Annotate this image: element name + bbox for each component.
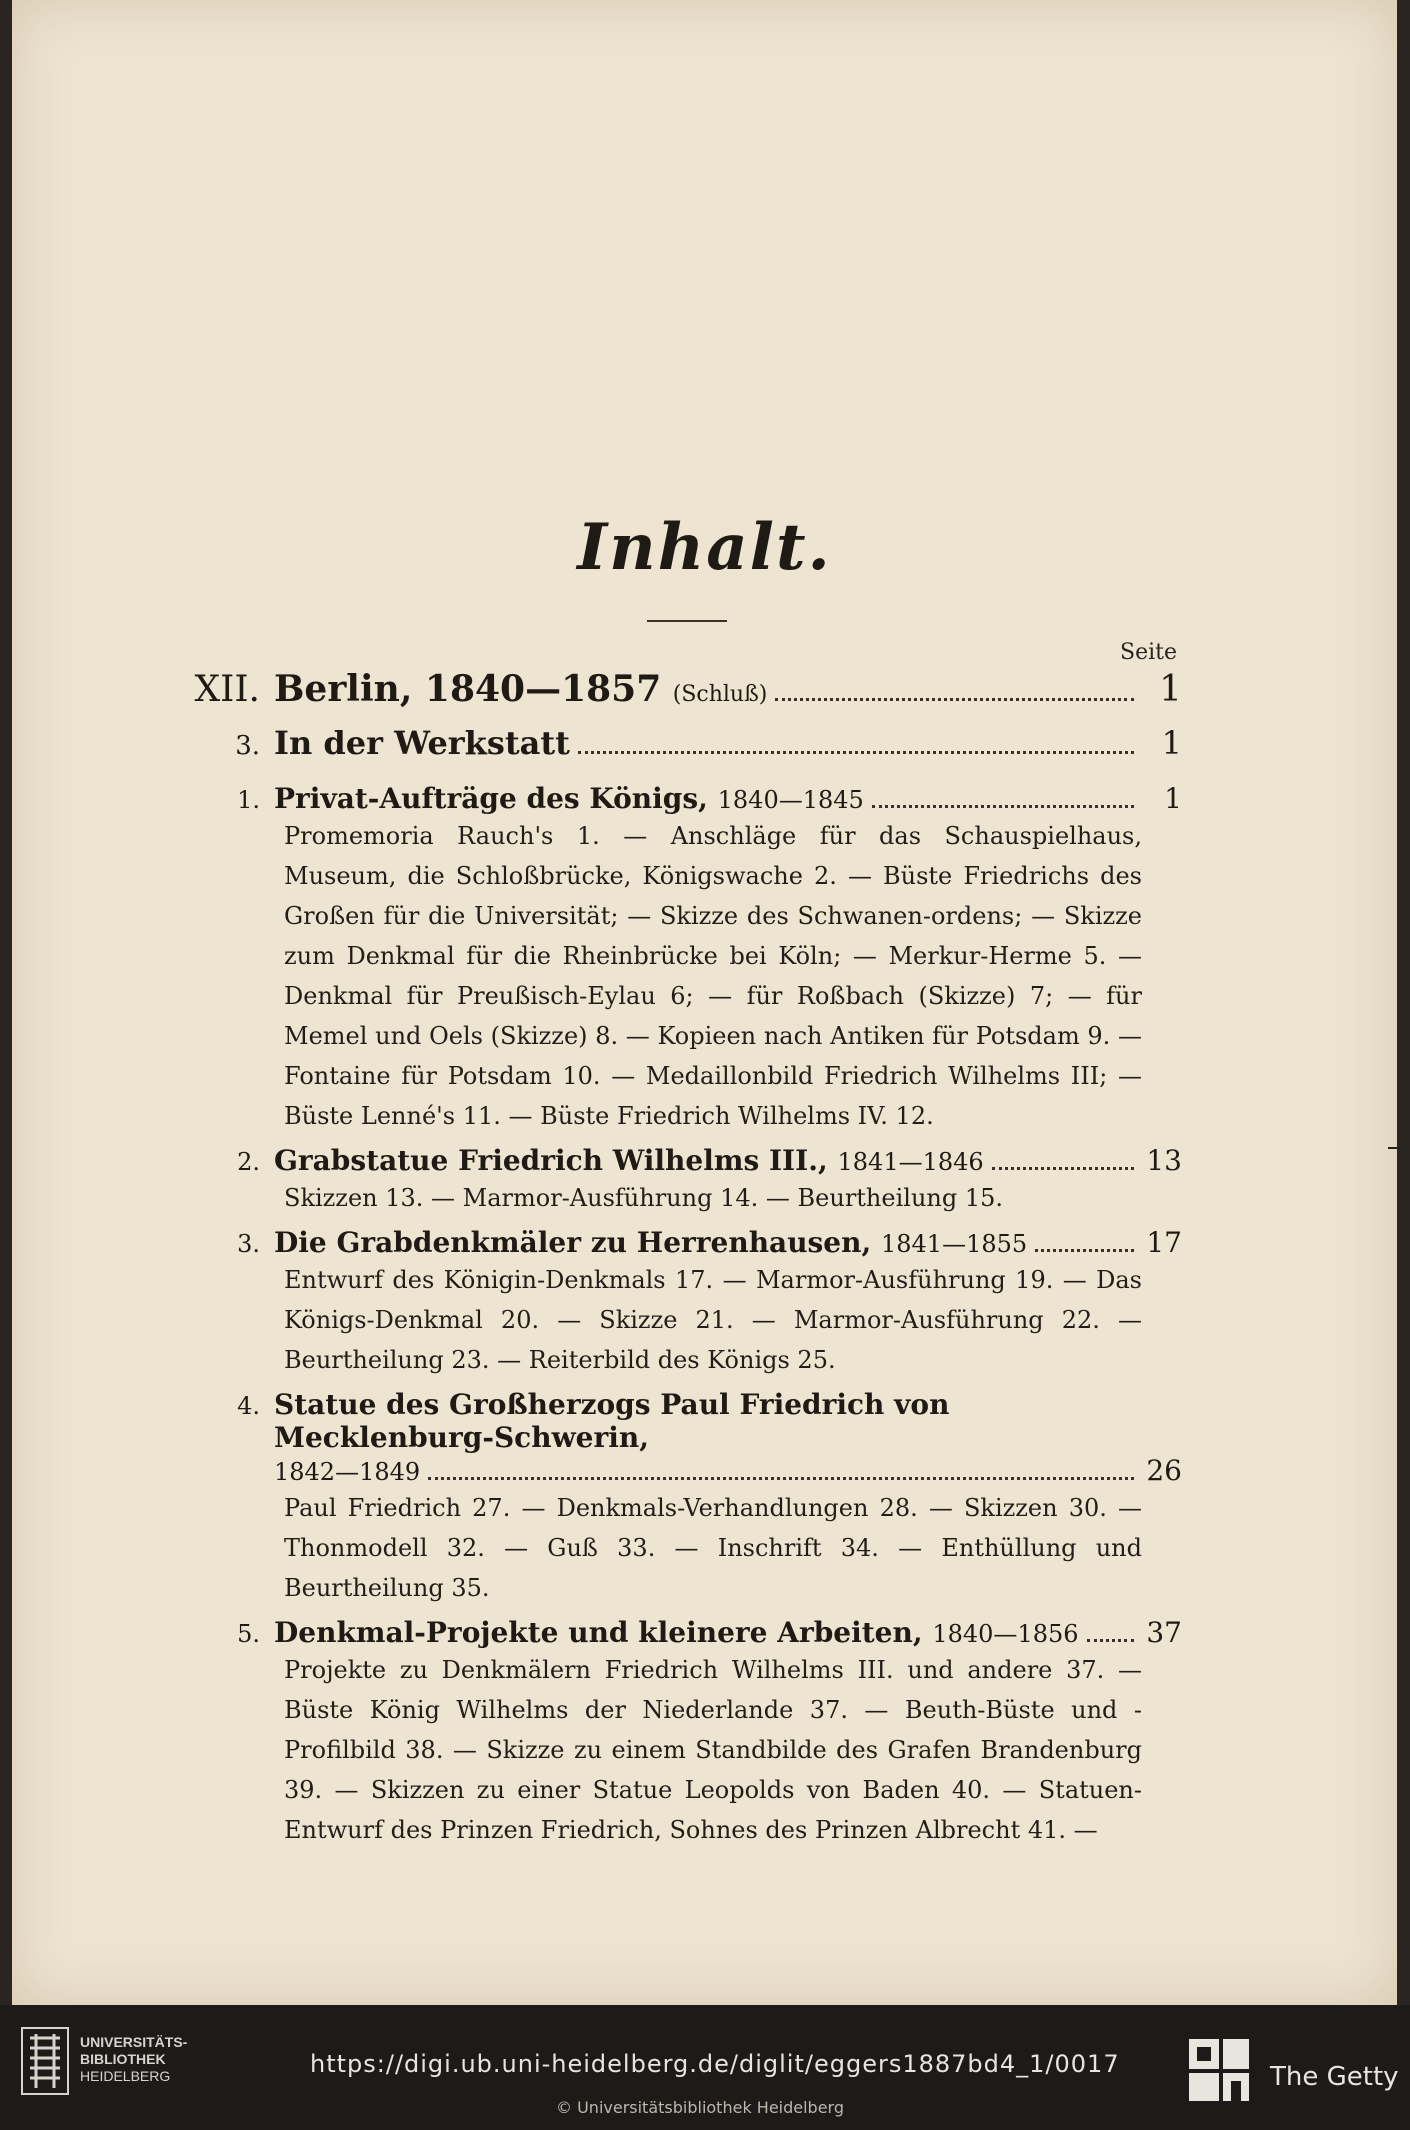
toc-entry <box>182 1144 1182 1178</box>
seite-column-label: Seite <box>1120 640 1177 665</box>
entry-title: Grabstatue Friedrich Wilhelms III., 1841—1846 <box>274 1144 984 1177</box>
toc-chapter <box>182 668 1182 718</box>
table-of-contents <box>182 668 1182 1850</box>
entry-number: 3. <box>237 1230 260 1258</box>
library-name: UNIVERSITÄTS- BIBLIOTHEK HEIDELBERG <box>80 2034 188 2084</box>
entry-title: Die Grabdenkmäler zu Herrenhausen, 1841—1855 <box>274 1226 1028 1259</box>
section-title: In der Werkstatt <box>274 724 570 762</box>
copyright-notice: © Universitätsbibliothek Heidelberg <box>556 2098 845 2117</box>
chapter-number: XII. <box>194 669 260 710</box>
margin-mark <box>1388 1147 1400 1149</box>
entry-description: Projekte zu Denkmälern Friedrich Wilhelms III. und andere 37. — Büste König Wilhelms der Niederlande 37. — Beuth-Büste und -Profilbild 38. — Skizze zu einem Standbilde des Grafen Brandenburg 39. — Skizzen zu einer Statue Leopolds von Baden 40. — Statuen-Entwurf des Prinzen Friedrich, Sohnes des Prinzen Albrecht 41. — <box>284 1656 1142 1844</box>
page-number: 17 <box>1146 1226 1182 1259</box>
entry-title: Privat-Aufträge des Königs, 1840—1845 <box>274 782 864 815</box>
entry-description: Skizzen 13. — Marmor-Ausführung 14. — Beurtheilung 15. <box>284 1184 1004 1212</box>
toc-section <box>182 724 1182 774</box>
leader-dots <box>872 804 1134 808</box>
section-number: 3. <box>235 731 260 761</box>
entry-number: 2. <box>237 1148 260 1176</box>
leader-dots <box>1087 1638 1135 1642</box>
page-number: 26 <box>1146 1454 1182 1487</box>
entry-years: 1842—1849 <box>274 1458 421 1486</box>
leader-dots <box>992 1166 1134 1170</box>
scanned-page <box>12 0 1397 2005</box>
entry-number: 4. <box>237 1392 260 1420</box>
entry-description: Paul Friedrich 27. — Denkmals-Verhandlungen 28. — Skizzen 30. — Thonmodell 32. — Guß 33. — Inschrift 34. — Enthüllung und Beurtheilung 35. <box>284 1494 1142 1602</box>
toc-entry <box>182 1226 1182 1260</box>
heading-rule <box>647 620 727 622</box>
university-library-logo-icon[interactable] <box>20 2026 70 2100</box>
page-heading: Inhalt. <box>577 510 832 585</box>
entry-title: Statue des Großherzogs Paul Friedrich von Mecklenburg-Schwerin, <box>274 1388 950 1454</box>
page-number: 13 <box>1146 1144 1182 1177</box>
toc-entry <box>182 1388 1182 1488</box>
leader-dots <box>1035 1248 1134 1252</box>
entry-description: Promemoria Rauch's 1. — Anschläge für das Schauspielhaus, Museum, die Schloßbrücke, Königswache 2. — Büste Friedrichs des Großen für die Universität; — Skizze des Schwanen-ordens; — Skizze zum Denkmal für die Rheinbrücke bei Köln; — Merkur-Herme 5. — Denkmal für Preußisch-Eylau 6; — für Roßbach (Skizze) 7; — für Memel und Oels (Skizze) 8. — Kopieen nach Antiken für Potsdam 9. — Fontaine für Potsdam 10. — Medaillonbild Friedrich Wilhelms III; — Büste Lenné's 11. — Büste Friedrich Wilhelms IV. 12. <box>284 822 1142 1130</box>
chapter-title: Berlin, 1840—1857 (Schluß) <box>274 668 768 710</box>
partner-name: The Getty <box>1270 2062 1399 2092</box>
entry-number: 5. <box>237 1620 260 1648</box>
leader-dots <box>428 1476 1134 1480</box>
permalink-url[interactable]: https://digi.ub.uni-heidelberg.de/diglit/eggers1887bd4_1/0017 <box>310 2050 1120 2078</box>
page-number: 1 <box>1159 669 1182 710</box>
toc-entry <box>182 782 1182 816</box>
entry-number: 1. <box>237 786 260 814</box>
getty-logo-icon[interactable] <box>1185 2035 1255 2109</box>
toc-entry <box>182 1616 1182 1650</box>
leader-dots <box>775 697 1134 701</box>
entry-description: Entwurf des Königin-Denkmals 17. — Marmor-Ausführung 19. — Das Königs-Denkmal 20. — Skizze 21. — Marmor-Ausführung 22. — Beurtheilung 23. — Reiterbild des Königs 25. <box>284 1266 1142 1374</box>
page-number: 1 <box>1164 782 1182 815</box>
page-number: 37 <box>1146 1616 1182 1649</box>
page-number: 1 <box>1161 724 1182 762</box>
entry-title: Denkmal-Projekte und kleinere Arbeiten, 1840—1856 <box>274 1616 1079 1649</box>
leader-dots <box>578 750 1134 754</box>
